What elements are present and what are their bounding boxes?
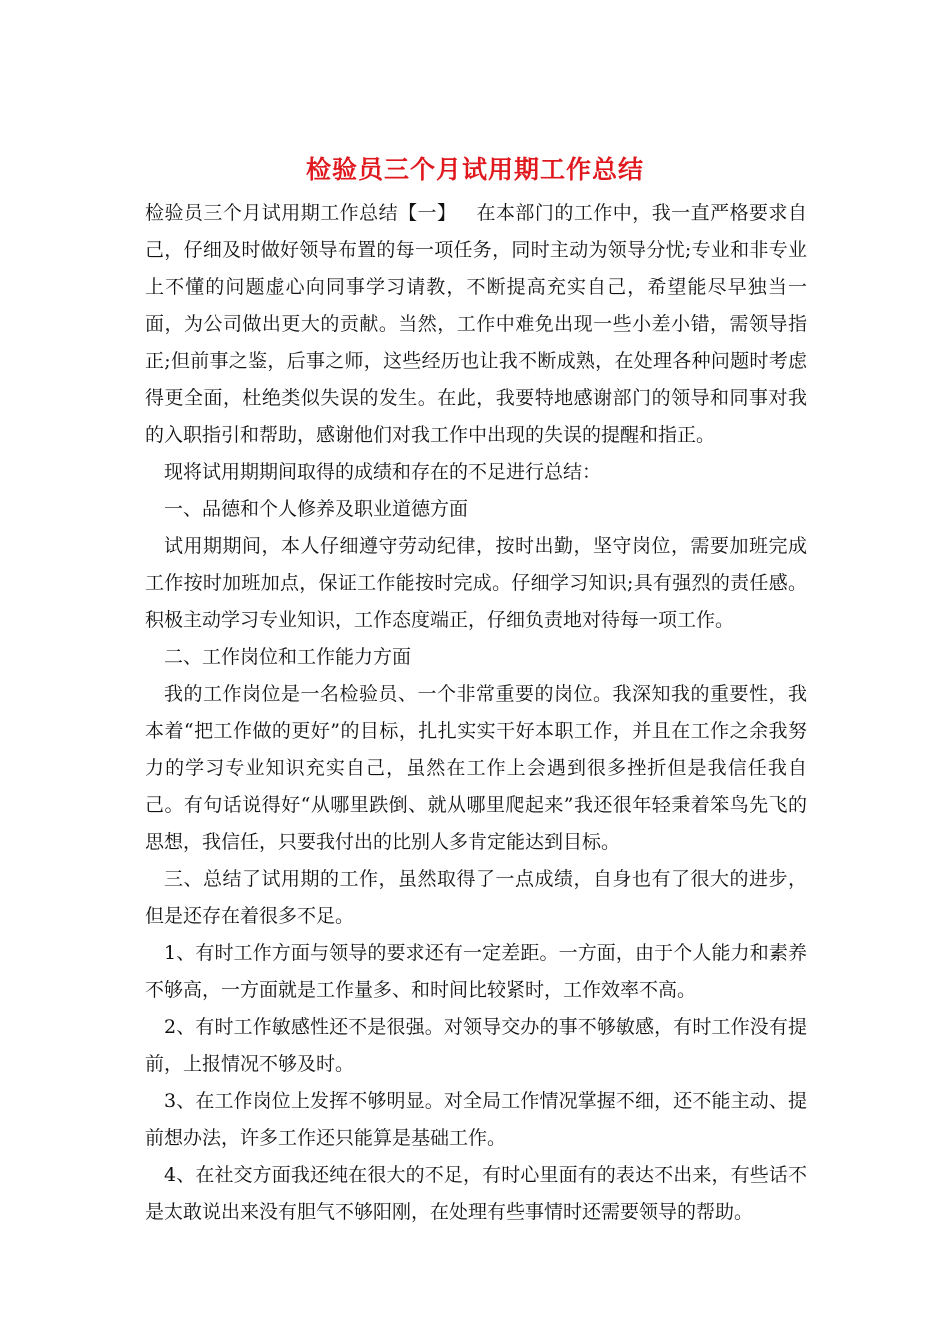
document-body [145,195,807,1231]
summary-lead-paragraph: 现将试用期期间取得的成绩和存在的不足进行总结： [164,461,602,483]
ability-paragraph: 我的工作岗位是一名检验员、一个非常重要的岗位。我深知我的重要性，我本着“把工作做的更好”的目标，扎扎实实干好本职工作，并且在工作之余我努力的学习专业知识充实自己，虽然在工作上会遇到很多挫折但是我信任我自己。有句话说得好“从哪里跌倒、就从哪里爬起来”我还很年轻秉着笨鸟先飞的思想，我信任，只要我付出的比别人多肯定能达到目标。 [145,683,807,853]
document-title: 检验员三个月试用期工作总结 [305,155,644,184]
shortcoming-item-1: 1、有时工作方面与领导的要求还有一定差距。一方面，由于个人能力和素养不够高，一方面就是工作量多、和时间比较紧时，工作效率不高。 [145,942,807,1001]
shortcoming-item-4: 4、在社交方面我还纯在很大的不足，有时心里面有的表达不出来，有些话不是太敢说出来没有胆气不够阳刚，在处理有些事情时还需要领导的帮助。 [145,1164,807,1223]
ethics-paragraph: 试用期期间，本人仔细遵守劳动纪律，按时出勤，坚守岗位，需要加班完成工作按时加班加点，保证工作能按时完成。仔细学习知识;具有强烈的责任感。积极主动学习专业知识，工作态度端正，仔细负责地对待每一项工作。 [145,535,807,631]
section-heading-ethics: 一、品德和个人修养及职业道德方面 [164,498,469,520]
section-heading-ability: 二、工作岗位和工作能力方面 [164,646,412,668]
section-heading-summary: 三、总结了试用期的工作，虽然取得了一点成绩，自身也有了很大的进步，但是还存在着很多不足。 [145,868,807,927]
shortcoming-item-2: 2、有时工作敏感性还不是很强。对领导交办的事不够敏感，有时工作没有提前，上报情况不够及时。 [145,1016,807,1075]
intro-label: 检验员三个月试用期工作总结【一】 [145,202,457,224]
intro-text: 在本部门的工作中，我一直严格要求自己，仔细及时做好领导布置的每一项任务，同时主动为领导分忧;专业和非专业上不懂的问题虚心向同事学习请教，不断提高充实自己，希望能尽早独当一面，为公司做出更大的贡献。当然，工作中难免出现一些小差小错，需领导指正;但前事之鉴，后事之师，这些经历也让我不断成熟，在处理各种问题时考虑得更全面，杜绝类似失误的发生。在此，我要特地感谢部门的领导和同事对我的入职指引和帮助，感谢他们对我工作中出现的失误的提醒和指正。 [145,202,807,446]
shortcoming-item-3: 3、在工作岗位上发挥不够明显。对全局工作情况掌握不细，还不能主动、提前想办法，许多工作还只能算是基础工作。 [145,1090,807,1149]
intro-paragraph [145,195,807,454]
